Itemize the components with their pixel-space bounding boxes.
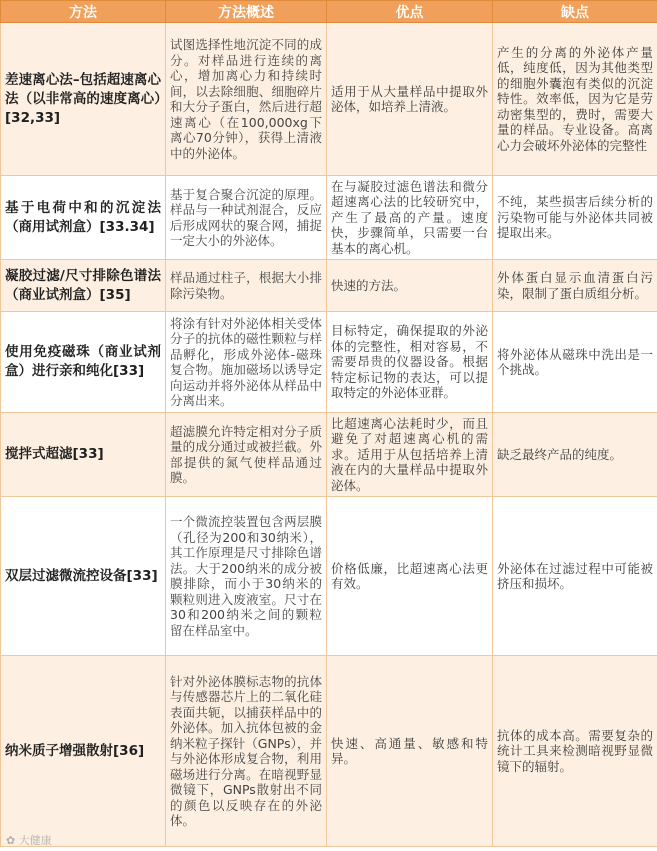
overview-cell: 基于复合聚合沉淀的原理。样品与一种试剂混合，反应后形成网状的聚合网，捕捉一定大小的外泌体。 [166,176,327,260]
pros-cell: 适用于从大量样品中提取外泌体，如培养上清液。 [327,23,493,176]
cons-cell: 缺乏最终产品的纯度。 [493,413,657,497]
pros-cell: 快速、高通量、敏感和特异。 [327,656,493,847]
table-row [1,497,657,656]
overview-cell: 超滤膜允许特定相对分子质量的成分通过或被拦截。外部提供的氮气使样品通过膜。 [166,413,327,497]
pros-cell: 比超速离心法耗时少，而且避免了对超速离心机的需求。适用于从包括培养上清液在内的大量样品中提取外泌体。 [327,413,493,497]
overview-cell: 样品通过柱子，根据大小排除污染物。 [166,260,327,312]
pros-cell: 快速的方法。 [327,260,493,312]
method-cell: 差速离心法–包括超速离心法（以非常高的速度离心）[32,33] [1,23,166,176]
watermark-icon: ✿ [6,834,16,847]
method-cell: 双层过滤微流控设备[33] [1,497,166,656]
header-pros: 优点 [327,1,493,23]
pros-cell: 目标特定，确保提取的外泌体的完整性，相对容易，不需要昂贵的仪器设备。根据特定标记物的表达，可以提取特定的外泌体亚群。 [327,312,493,413]
table-header-row [1,1,657,23]
header-overview: 方法概述 [166,1,327,23]
cons-cell: 外体蛋白显示血清蛋白污染，限制了蛋白质组分析。 [493,260,657,312]
overview-cell: 将涂有针对外泌体相关受体分子的抗体的磁性颗粒与样品孵化，形成外泌体-磁珠复合物。施加磁场以诱导定向运动并将外泌体从样品中分离出来。 [166,312,327,413]
table-row [1,260,657,312]
watermark-logo [6,832,52,848]
cons-cell: 外泌体在过滤过程中可能被挤压和损坏。 [493,497,657,656]
table-row [1,23,657,176]
table-row [1,413,657,497]
table-row [1,176,657,260]
pros-cell: 在与凝胶过滤色谱法和微分超速离心法的比较研究中，产生了最高的产量。速度快，步骤简单，只需要一台基本的离心机。 [327,176,493,260]
header-cons: 缺点 [493,1,657,23]
method-cell: 基于电荷中和的沉淀法（商用试剂盒）[33.34] [1,176,166,260]
cons-cell: 产生的分离的外泌体产量低，纯度低，因为其他类型的细胞外囊泡有类似的沉淀特性。效率低，因为它是劳动密集型的，费时，需要大量的样品。专业设备。高离心力会破坏外泌体的完整性 [493,23,657,176]
method-cell: 纳米质子增强散射[36] [1,656,166,847]
watermark-text: 大健康 [18,834,52,847]
cons-cell: 不纯，某些损害后续分析的污染物可能与外泌体共同被提取出来。 [493,176,657,260]
overview-cell: 一个微流控装置包含两层膜（孔径为200和30纳米），其工作原理是尺寸排除色谱法。大于200纳米的成分被膜排除，而小于30纳米的颗粒则进入废液室。尺寸在30和200纳米之间的颗粒留在样品室中。 [166,497,327,656]
table-row [1,312,657,413]
table-row [1,656,657,847]
overview-cell: 试图选择性地沉淀不同的成分。对样品进行连续的离心，增加离心力和持续时间，以去除细胞、细胞碎片和大分子蛋白，然后进行超速离心（在100,000xg下离心70分钟），获得上清液中的外泌体。 [166,23,327,176]
method-cell: 凝胶过滤/尺寸排除色谱法（商业试剂盒）[35] [1,260,166,312]
overview-cell: 针对外泌体膜标志物的抗体与传感器芯片上的二氧化硅表面共轭，以捕获样品中的外泌体。加入抗体包被的金纳米粒子探针（GNPs），并与外泌体形成复合物，利用磁场进行分离。在暗视野显微镜下，GNPs散射出不同的颜色以反映存在的外泌体。 [166,656,327,847]
method-cell: 使用免疫磁珠（商业试剂盒）进行亲和纯化[33] [1,312,166,413]
method-cell: 搅拌式超滤[33] [1,413,166,497]
cons-cell: 抗体的成本高。需要复杂的统计工具来检测暗视野显微镜下的辐射。 [493,656,657,847]
cons-cell: 将外泌体从磁珠中洗出是一个挑战。 [493,312,657,413]
header-method: 方法 [1,1,166,23]
pros-cell: 价格低廉，比超速离心法更有效。 [327,497,493,656]
